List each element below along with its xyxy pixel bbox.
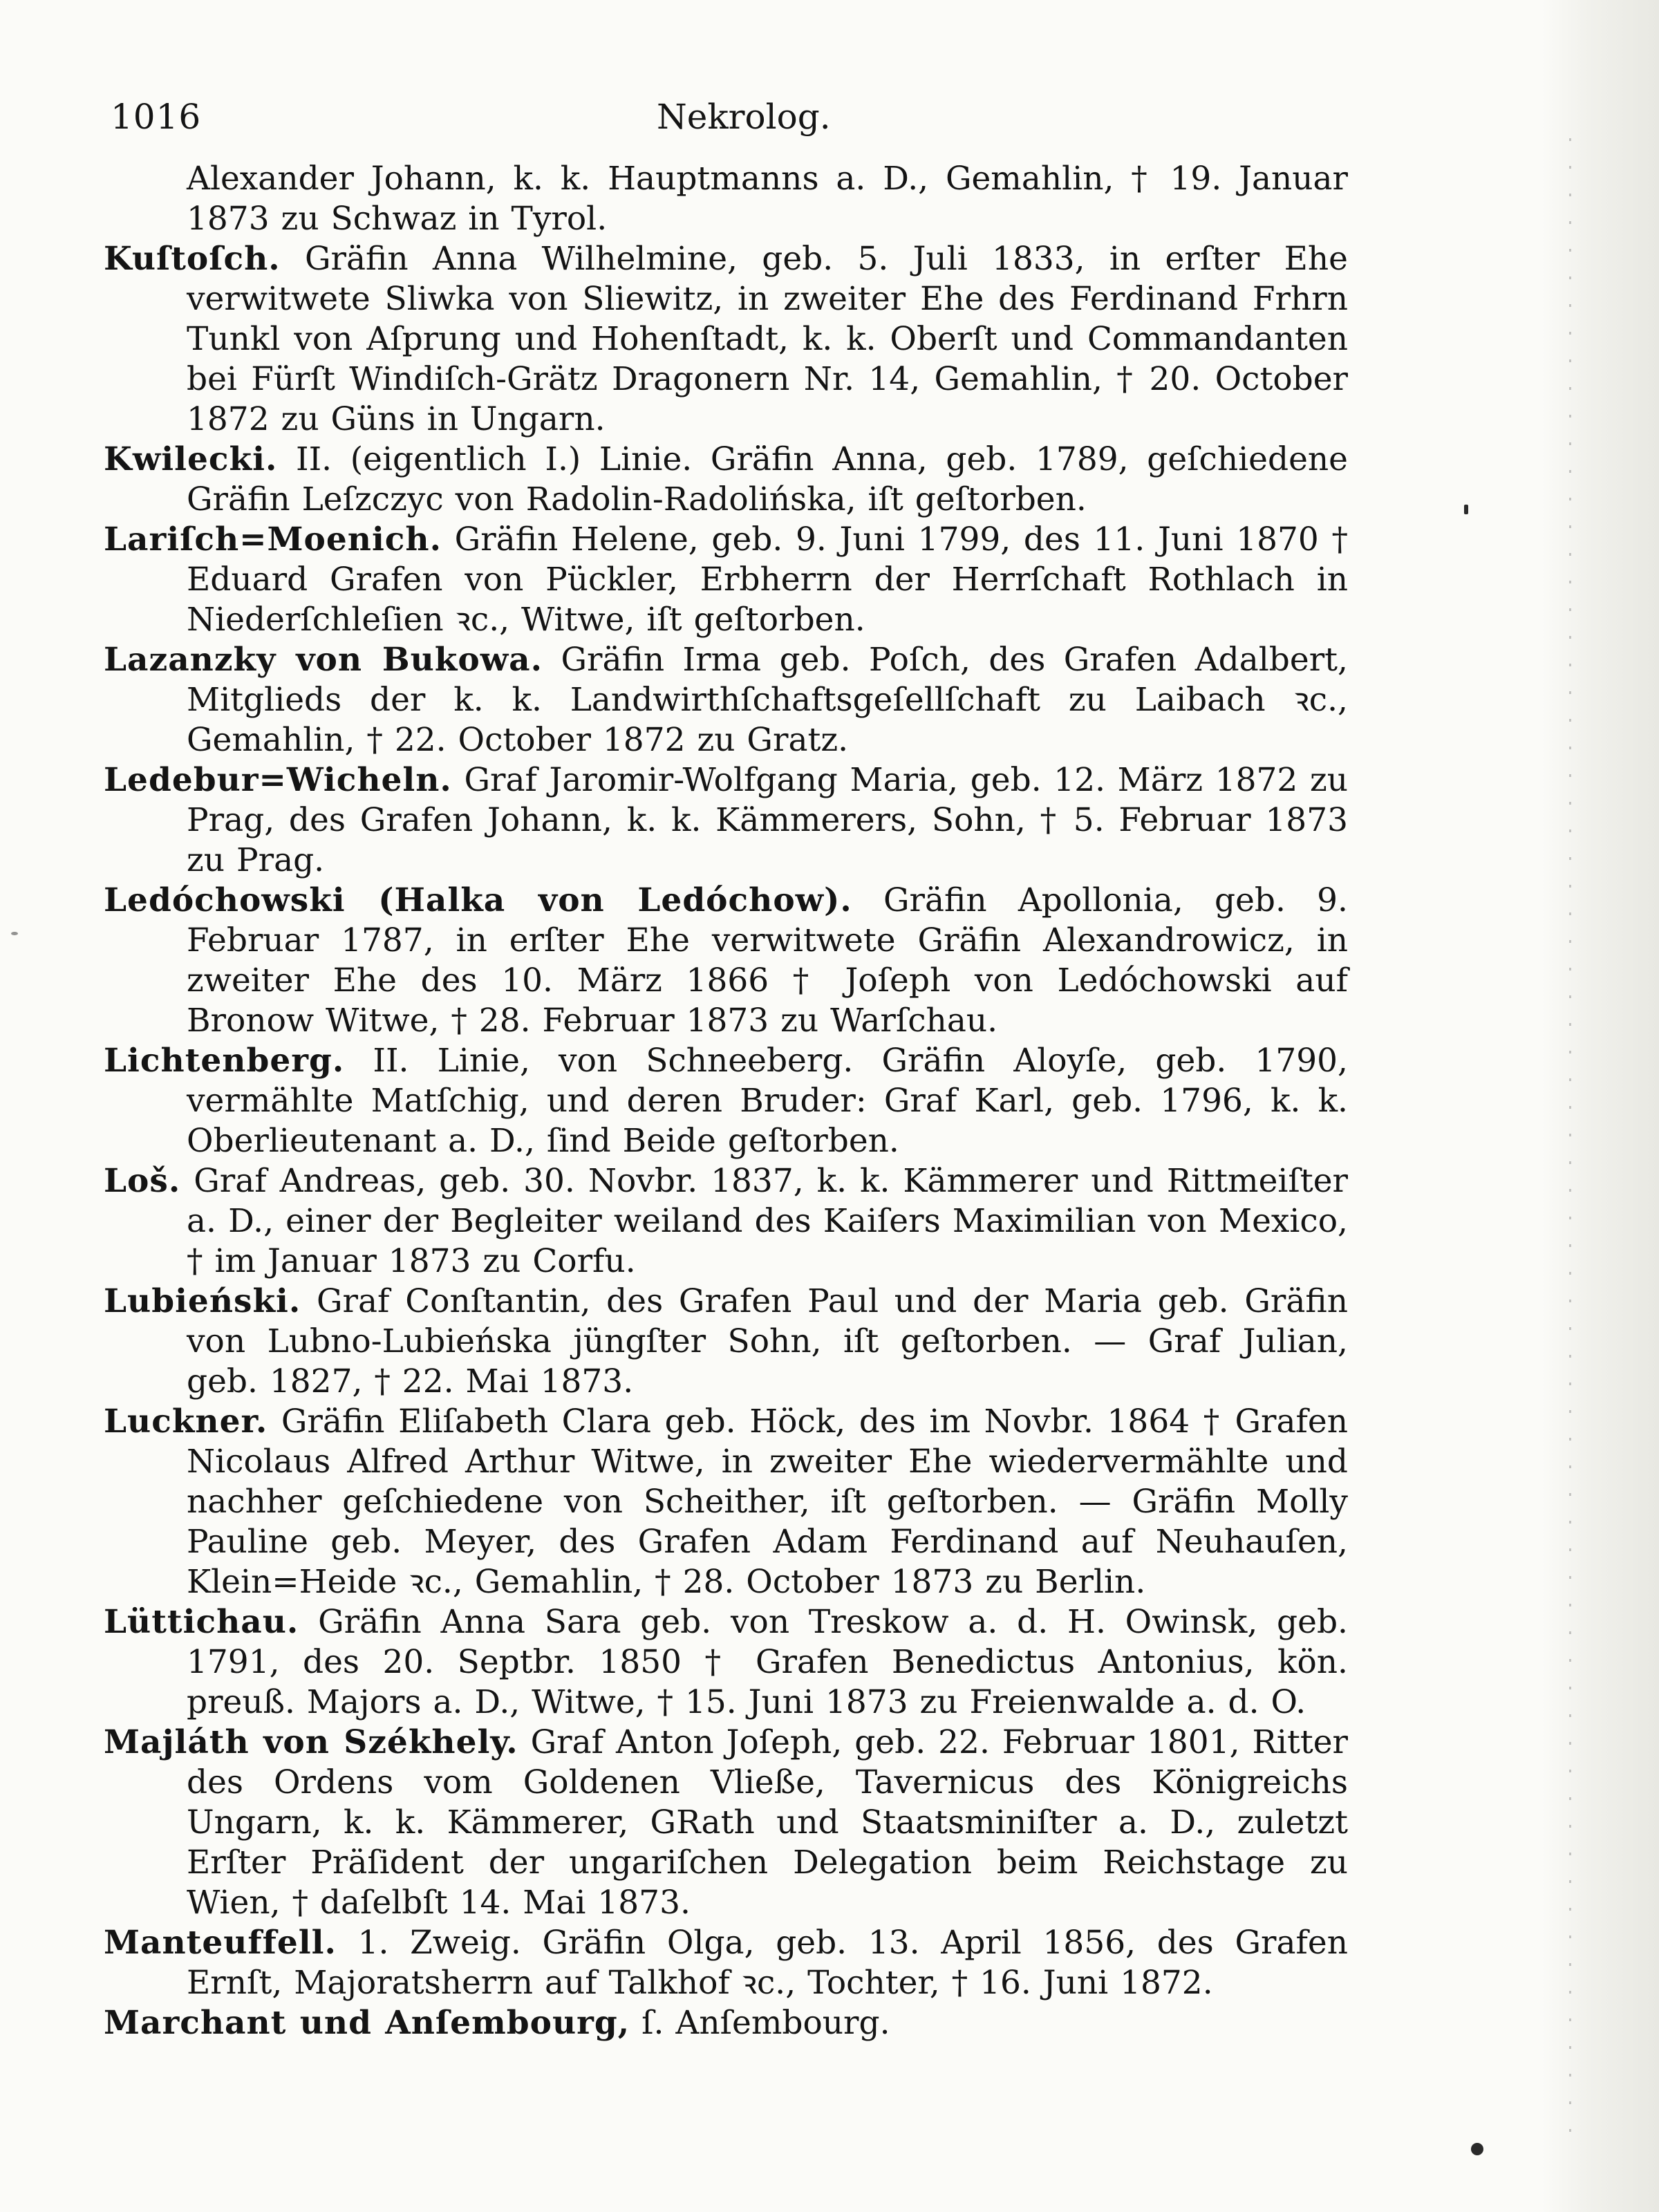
entry-name: Lichtenberg. bbox=[104, 1042, 345, 1080]
entry-text: Gräfin Irma geb. Poſch, des Grafen Adalbert, Mitglieds der k. k. Landwirthſchaftsgeſellſchaft zu Laibach ꝛc., Gemahlin, † 22. October 1872 zu Gratz. bbox=[187, 641, 1348, 759]
entry-los bbox=[104, 1161, 1348, 1282]
entry-name: Loš. bbox=[104, 1162, 181, 1200]
entry-name: Lüttichau. bbox=[104, 1603, 299, 1641]
entry-luettichau bbox=[104, 1602, 1348, 1723]
entry-text: Graf Jaromir-Wolfgang Maria, geb. 12. März 1872 zu Prag, des Grafen Johann, k. k. Kämmerers, Sohn, † 5. Februar 1873 zu Prag. bbox=[187, 761, 1348, 879]
entry-name: Kwilecki. bbox=[104, 440, 278, 478]
bleed-dots bbox=[1569, 138, 1571, 2143]
entry-text: Gräfin Eliſabeth Clara geb. Höck, des im Novbr. 1864 † Grafen Nicolaus Alfred Arthur Witwe, in zweiter Ehe wiedervermählte und nachher geſchiedene von Scheither, iſt geſtorben. — Gräfin Molly Pauline geb. Meyer, des Grafen Adam Ferdinand auf Neuhauſen, Klein=Heide ꝛc., Gemahlin, † 28. October 1873 zu Berlin. bbox=[187, 1403, 1348, 1601]
entry-name: Majláth von Székhely. bbox=[104, 1723, 518, 1761]
entry-text: Gräfin Helene, geb. 9. Juni 1799, des 11. Juni 1870 † Eduard Grafen von Pückler, Erbherrn der Herrſchaft Rothlach in Niederſchleſien ꝛc., Witwe, iſt geſtorben. bbox=[187, 521, 1348, 639]
entry-luckner bbox=[104, 1402, 1348, 1602]
page-number: 1016 bbox=[111, 97, 202, 137]
entry-text: Graf Anton Joſeph, geb. 22. Februar 1801, Ritter des Ordens vom Goldenen Vließe, Tavernicus des Königreichs Ungarn, k. k. Kämmerer, GRath und Staatsminiſter a. D., zuletzt Erſter Präſident der ungariſchen Delegation beim Reichstage zu Wien, † daſelbſt 14. Mai 1873. bbox=[187, 1723, 1348, 1922]
entry-name: Manteuffell. bbox=[104, 1924, 337, 1962]
entry-text: Gräfin Apollonia, geb. 9. Februar 1787, in erſter Ehe verwitwete Gräfin Alexandrowicz, in zweiter Ehe des 10. März 1866 † Joſeph von Ledóchowski auf Bronow Witwe, † 28. Februar 1873 zu Warſchau. bbox=[187, 881, 1348, 1040]
entry-name: Kuſtoſch. bbox=[104, 240, 281, 278]
necrology-text bbox=[104, 159, 1348, 2043]
entry-text: Graf Andreas, geb. 30. Novbr. 1837, k. k. Kämmerer und Rittmeiſter a. D., einer der Begleiter weiland des Kaiſers Maximilian von Mexico, † im Januar 1873 zu Corfu. bbox=[187, 1162, 1348, 1280]
entry-text: II. (eigentlich I.) Linie. Gräfin Anna, geb. 1789, geſchiedene Gräfin Leſzczyc von Radolin-Radolińska, iſt geſtorben. bbox=[187, 440, 1348, 518]
entry-lubienski bbox=[104, 1282, 1348, 1402]
entry-name: Lazanzky von Bukowa. bbox=[104, 641, 543, 679]
entry-text: Gräfin Anna Sara geb. von Treskow a. d. H. Owinsk, geb. 1791, des 20. Septbr. 1850 † Grafen Benedictus Antonius, kön. preuß. Majors a. D., Witwe, † 15. Juni 1873 zu Freienwalde a. d. O. bbox=[187, 1603, 1348, 1721]
entry-name: Lubieński. bbox=[104, 1282, 301, 1320]
entry-manteuffell bbox=[104, 1923, 1348, 2003]
entry-text: Alexander Johann, k. k. Hauptmanns a. D., Gemahlin, † 19. Januar 1873 zu Schwaz in Tyrol. bbox=[187, 160, 1348, 238]
entry-text: II. Linie, von Schneeberg. Gräfin Aloyſe, geb. 1790, vermählte Matſchig, und deren Bruder: Graf Karl, geb. 1796, k. k. Oberlieutenant a. D., ſind Beide geſtorben. bbox=[187, 1042, 1348, 1160]
entry-larisch-moenich bbox=[104, 520, 1348, 640]
entry-name: Ledebur=Wicheln. bbox=[104, 761, 452, 799]
entry-kwilecki bbox=[104, 440, 1348, 520]
entry-lichtenberg bbox=[104, 1041, 1348, 1161]
entry-name: Lariſch=Moenich. bbox=[104, 521, 442, 559]
ink-spot bbox=[1464, 505, 1468, 514]
entry-name: Ledóchowski (Halka von Ledóchow). bbox=[104, 881, 852, 919]
entry-lazanzky bbox=[104, 640, 1348, 760]
entry-name: Luckner. bbox=[104, 1403, 268, 1441]
entry-ledebur-wicheln bbox=[104, 760, 1348, 881]
entry-ledochowski bbox=[104, 881, 1348, 1041]
running-title: Nekrolog. bbox=[657, 97, 831, 137]
ink-spot bbox=[1471, 2143, 1483, 2155]
entry-text: Gräfin Anna Wilhelmine, geb. 5. Juli 1833, in erſter Ehe verwitwete Sliwka von Sliewitz, in zweiter Ehe des Ferdinand Frhrn Tunkl von Aſprung und Hohenſtadt, k. k. Oberſt und Commandanten bei Fürſt Windiſch-Grätz Dragonern Nr. 14, Gemahlin, † 20. October 1872 zu Güns in Ungarn. bbox=[187, 240, 1348, 438]
entry-majlath bbox=[104, 1723, 1348, 1923]
entry-kustosch bbox=[104, 239, 1348, 440]
entry-name: Marchant und Anſembourg, bbox=[104, 2004, 630, 2042]
entry-text: ſ. Anſembourg. bbox=[641, 2004, 890, 2042]
entry-text: 1. Zweig. Gräfin Olga, geb. 13. April 1856, des Grafen Ernſt, Majoratsherrn auf Talkhof ꝛc., Tochter, † 16. Juni 1872. bbox=[187, 1924, 1348, 2002]
page-edge-bleed-through bbox=[1541, 0, 1659, 2212]
entry-continued bbox=[104, 159, 1348, 239]
ink-spot bbox=[11, 932, 18, 935]
entry-marchant bbox=[104, 2003, 1348, 2043]
entry-text: Graf Conſtantin, des Grafen Paul und der Maria geb. Gräfin von Lubno-Lubieńska jüngſter Sohn, iſt geſtorben. — Graf Julian, geb. 1827, † 22. Mai 1873. bbox=[187, 1282, 1348, 1400]
